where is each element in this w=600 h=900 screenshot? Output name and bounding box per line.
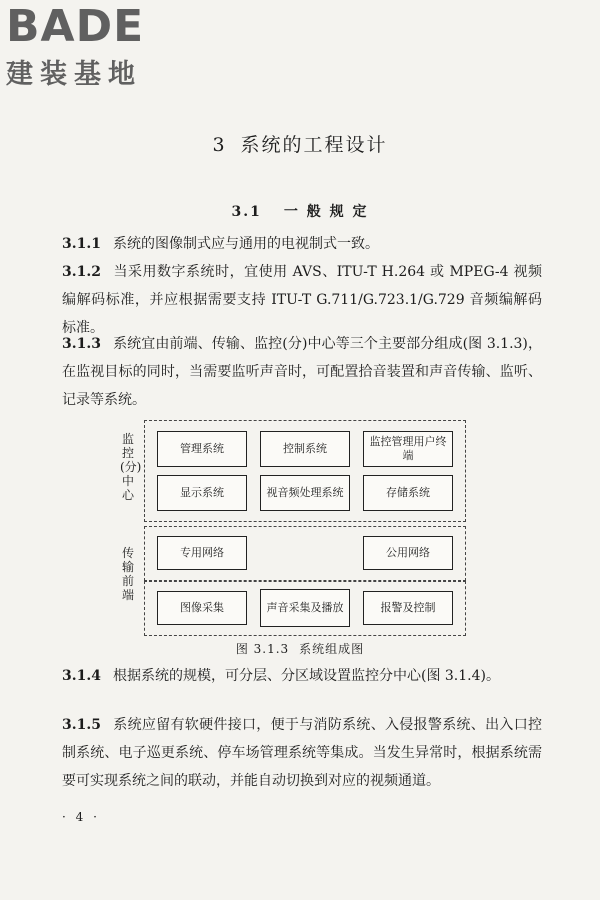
clause-number: 3.1.1 [62, 236, 101, 252]
system-composition-diagram [120, 418, 480, 633]
diagram-box-management: 管理系统 [157, 431, 247, 467]
figure-number: 图 3.1.3 [235, 642, 290, 656]
figure-title: 系统组成图 [299, 642, 365, 656]
clause-text: 系统的图像制式应与通用的电视制式一致。 [112, 236, 379, 252]
clause-3-1-5 [62, 711, 542, 795]
diagram-box-user-terminal: 监控管理用户终端 [363, 431, 453, 467]
diagram-box-private-network: 专用网络 [157, 536, 247, 570]
clause-number: 3.1.2 [62, 264, 101, 280]
section-title [0, 201, 600, 221]
center-group [144, 420, 466, 522]
diagram-box-storage: 存储系统 [363, 475, 453, 511]
figure-caption [0, 640, 600, 657]
clause-text: 系统应留有软硬件接口，便于与消防系统、入侵报警系统、出入口控制系统、电子巡更系统、停车场管理系统等集成。当发生异常时，根据系统需要可实现系统之间的联动，并能自动切换到对应的视频通道。 [62, 717, 542, 789]
diagram-box-av-processing: 视音频处理系统 [260, 475, 350, 511]
diagram-box-audio-capture: 声音采集及播放 [260, 589, 350, 627]
logo [6, 1, 176, 91]
section-number: 3.1 [231, 204, 262, 220]
logo-text-en: BADE [6, 1, 145, 52]
clause-3-1-3 [62, 330, 542, 414]
center-group-label: 监控(分)中心 [120, 432, 142, 502]
transmission-group [144, 526, 466, 581]
diagram-box-control: 控制系统 [260, 431, 350, 467]
clause-number: 3.1.5 [62, 717, 101, 733]
diagram-box-public-network: 公用网络 [363, 536, 453, 570]
section-title-text: 一 般 规 定 [283, 204, 369, 220]
chapter-title-text: 系统的工程设计 [240, 134, 388, 156]
diagram-box-display: 显示系统 [157, 475, 247, 511]
frontend-group [144, 581, 466, 636]
clause-text: 根据系统的规模，可分层、分区域设置监控分中心(图 3.1.4)。 [112, 668, 500, 684]
chapter-number: 3 [212, 134, 227, 156]
chapter-title [0, 130, 600, 157]
diagram-box-image-capture: 图像采集 [157, 591, 247, 625]
diagram-box-alarm-control: 报警及控制 [363, 591, 453, 625]
transmission-group-label: 传输前端 [121, 546, 134, 602]
clause-3-1-4 [62, 662, 542, 690]
logo-text-cn: 建装基地 [6, 59, 142, 90]
clause-number: 3.1.3 [62, 336, 101, 352]
clause-text: 当采用数字系统时，宜使用 AVS、ITU-T H.264 或 MPEG-4 视频编解码标准，并应根据需要支持 ITU-T G.711/G.723.1/G.729 音频编解码标准。 [62, 264, 542, 336]
clause-text: 系统宜由前端、传输、监控(分)中心等三个主要部分组成(图 3.1.3)，在监视目标的同时，当需要监听声音时，可配置拾音装置和声音传输、监听、记录等系统。 [62, 336, 542, 408]
clause-3-1-1 [62, 230, 542, 258]
clause-number: 3.1.4 [62, 668, 101, 684]
page-number: · 4 · [62, 810, 100, 824]
